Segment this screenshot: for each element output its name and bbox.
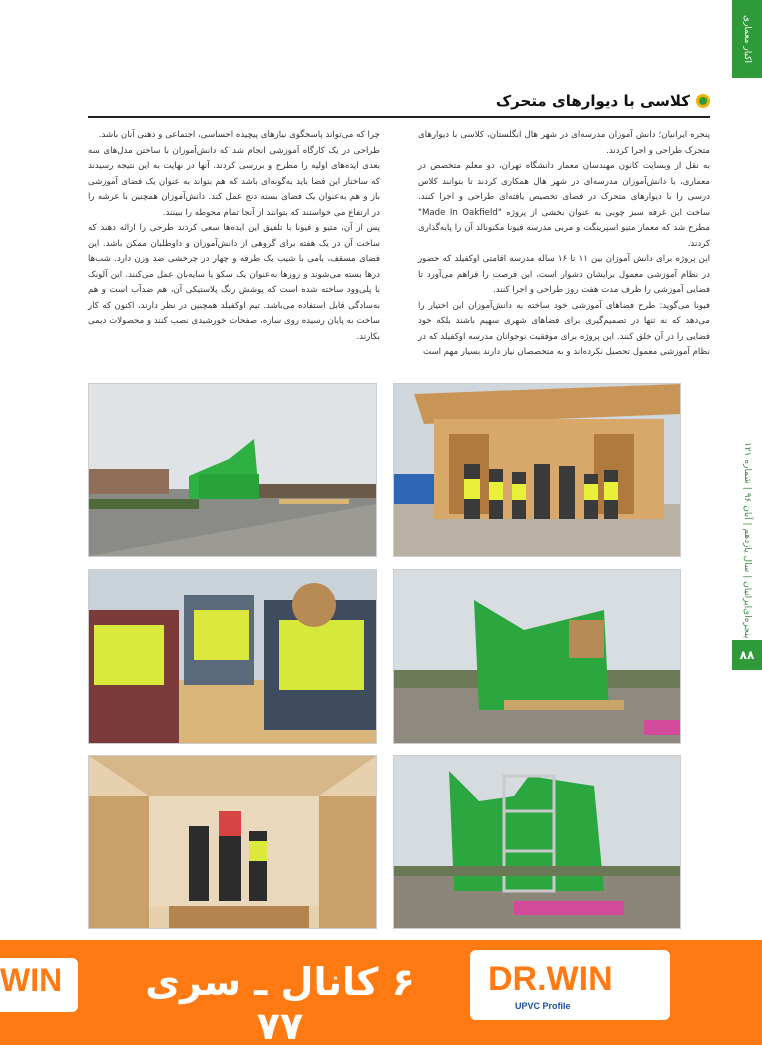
edge-logo: WIN: [0, 962, 63, 998]
ad-slogan: ۶ کانال ـ سری ۷۷: [145, 960, 415, 1048]
paragraph: فیونا می‌گوید: طرح فضاهای آموزشی خود ساخته به دانش‌آموزان این اختیار را می‌دهد که نه تنها در تصمیم‌گیری برای فضاهای شهری سهیم باشند بلکه خود فضایی را در آن خلق کنند. این پروژه برای موفقیت نوجوانان مدرسه اوکفیلد که در نظام آموزشی معمول تحصیل نکرده‌اند و به متخصصان نیاز دارند بسیار مهم است: [418, 300, 710, 357]
brand-subtitle: UPVC Profile: [515, 1001, 571, 1011]
article-column-left: [88, 128, 380, 345]
paragraph: چرا که می‌تواند پاسخگوی نیازهای پیچیده احساسی، اجتماعی و ذهنی آنان باشد.: [98, 130, 380, 140]
photo-students-working: [88, 569, 377, 744]
paragraph: این پروژه برای دانش آموزان بین ۱۱ تا ۱۶ ساله مدرسه اقامتی اوکفیلد که حضور در نظام آموزشی معمول برایشان دشوار است، این فرصت را فراهم می‌آورد تا فضایی آموزشی را ظرف مدت هفت روز طراحی و اجرا کنند.: [418, 254, 710, 295]
magazine-sidebar: [732, 430, 762, 650]
article-column-right: [418, 128, 710, 361]
photo-group-portrait: [393, 383, 681, 557]
paragraph: به نقل از وبسایت کانون مهندسان معمار دانشگاه تهران، دو معلم متخصص در معماری، با دانش‌آموزان مدرسه‌ای در شهر هال همکاری کردند تا بتوانند کلاس درسی را با دیوارهای متحرک در فضای تخصیص یافته‌ای طراحی و اجرا کنند. ساخت این غرفه سبز چوبی به عنوان بخشی از پروژه "Made In Oakfield" مطرح شد که معمار متیو اسپرینگت و مربی مدرسه فیونا مکنونالد آن را پایه‌گذاری کردند.: [418, 161, 711, 249]
paragraph: طراحی در یک کارگاه آموزشی انجام شد که دانش‌آموزان با ساختن مدل‌های سه بعدی ایده‌های اولیه را مطرح و بررسی کردند. آنها در نهایت به این نتیجه رسیدند که ساختار این فضا باید به‌گونه‌ای باشد که هم بتواند به عنوان یک فضای آموزشی باز و هم به‌عنوان یک فضای بسته دنج عمل کند. دانش‌آموزان همچنین با عرشه را در ارتفاع می خواستند که بتوانند از آنجا تمام محوطه را ببینند.: [88, 145, 380, 218]
page-number: ۸۸: [732, 640, 762, 670]
section-tab-label: اکبار معماری: [742, 15, 752, 63]
brand-logo: DR.WIN: [488, 960, 613, 998]
photo-pavilion-front: [393, 569, 681, 744]
paragraph: پس از آن، متیو و فیونا با تلفیق این ایده‌ها سعی کردند طرحی را ارائه دهند که ساخت آن در یک هفته برای گروهی از دانش‌آموزان و داوطلبان ممکن باشد. این فضای مسقف، بامی با شیب یک طرفه و چهار در چرخشی ضد وزن دارد. شب‌ها درها بسته می‌شوند و روزها به‌عنوان یک سکو یا سایه‌بان عمل می‌کنند. این آلونک با پلی‌وود ساخته شده است که پوشش رنگ پلاستیکی آن، هم ضدآب است و هم به‌سادگی قابل استفاده می‌باشد. تیم اوکفیلد همچنین در نظر دارند، اکنون که کار ساخت به پایان رسیده روی سازه، صفحات خورشیدی نصب کنند و محصولات دیمی بکارند.: [88, 223, 380, 342]
photo-interior-group: [88, 755, 377, 929]
photo-pavilion-scaffold: [393, 755, 681, 929]
article-title: کلاسی با دیوارهای متحرک: [495, 92, 690, 110]
magazine-issue-line: پنجره‌ای‌ایرانیان | سال یازدهم | آبان ۹۶ | شماره ۱۲۱: [742, 441, 752, 639]
article-header: [496, 92, 710, 110]
title-rule: [88, 116, 710, 118]
paragraph: پنجره ایرانیان؛ دانش آموزان مدرسه‌ای در شهر هال انگلستان، کلاسی با دیوارهای متحرک طراحی و اجرا کردند.: [418, 130, 710, 156]
bullet-icon: [696, 94, 710, 108]
section-tab: [732, 0, 762, 78]
photo-pavilion-distance: [88, 383, 377, 557]
